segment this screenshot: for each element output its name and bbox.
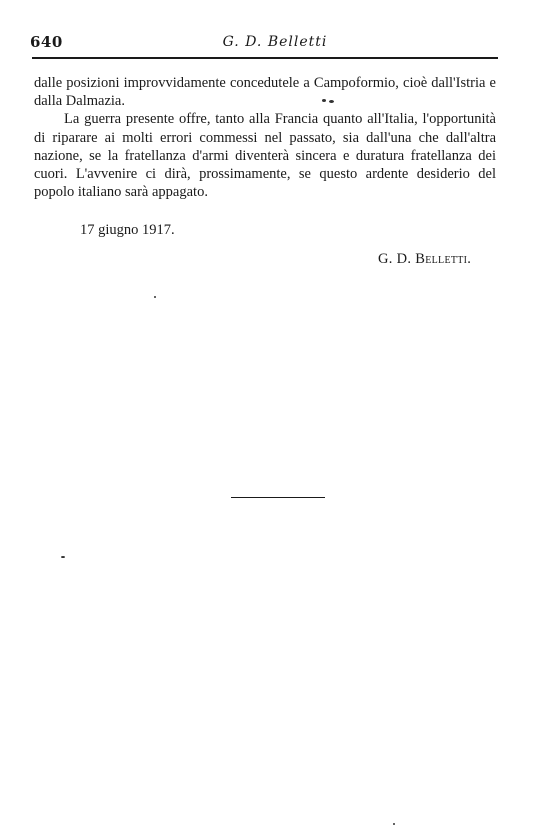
- scan-speck: [329, 100, 334, 103]
- header-rule: [32, 57, 498, 59]
- paragraph: dalle posizioni improvvidamente concedutele a Campoformio, cioè dall'Istria e dalla Dalmazia.: [34, 75, 496, 110]
- scan-speck: [393, 823, 395, 825]
- scan-speck: [61, 556, 65, 558]
- date-line: 17 giugno 1917.: [80, 222, 175, 238]
- running-head: G. D. Belletti: [222, 34, 328, 50]
- page-number: 640: [30, 33, 63, 51]
- end-rule: [231, 497, 325, 498]
- signature: G. D. Belletti.: [378, 251, 472, 267]
- scan-speck: [154, 296, 156, 298]
- paragraph: La guerra presente offre, tanto alla Francia quanto all'Italia, l'opportunità di riparare ai molti errori commessi nel passato, sia dall'una che dall'altra nazione, se la fratellanza d'armi diventerà sincera e duratura fratellanza dei cuori. L'avvenire ci dirà, prossimamente, se questo ardente desiderio del popolo italiano sarà appagato.: [34, 111, 496, 201]
- scan-speck: [322, 99, 326, 102]
- body-text: [34, 74, 496, 201]
